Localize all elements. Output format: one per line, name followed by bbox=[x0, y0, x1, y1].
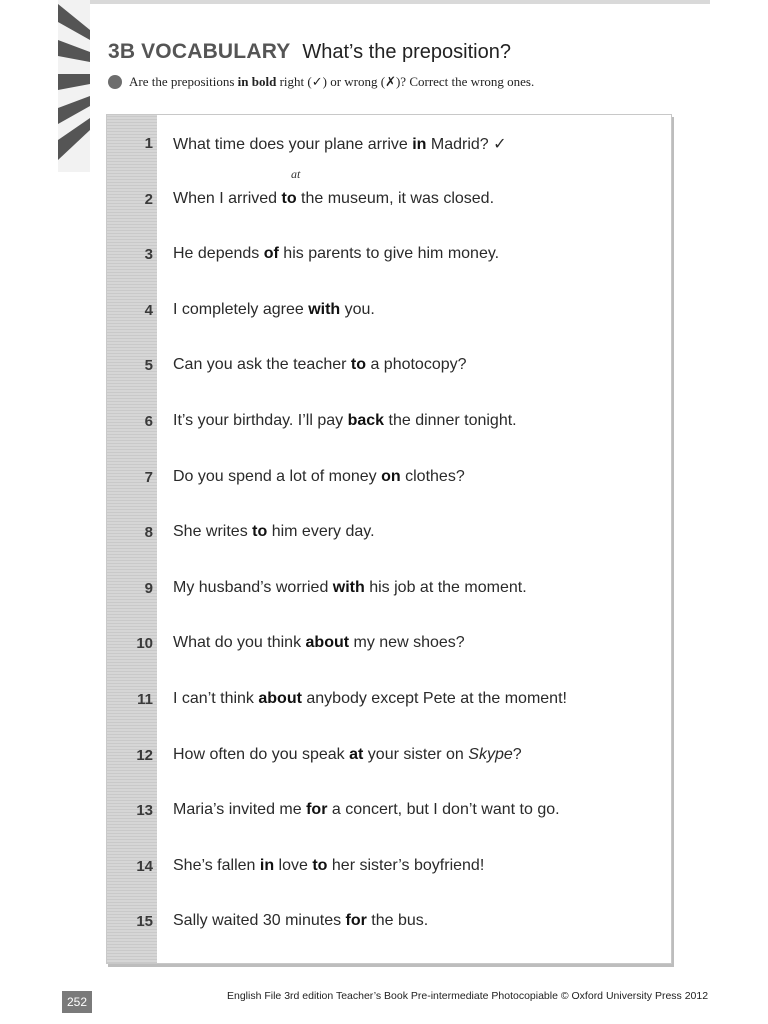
sentence-text: She’s fallen bbox=[173, 856, 260, 874]
sentence-text: his parents to give him money. bbox=[278, 245, 500, 263]
item-number: 6 bbox=[144, 413, 153, 430]
footer-credit: English File 3rd edition Teacher’s Book Pre-intermediate Photocopiable © Oxford University Press 2012 bbox=[227, 990, 709, 1002]
exercise-item bbox=[107, 681, 671, 721]
top-rule bbox=[60, 0, 710, 4]
item-number: 14 bbox=[136, 857, 153, 875]
exercise-item bbox=[107, 570, 671, 610]
sentence-text: He depends bbox=[173, 245, 264, 263]
page-title bbox=[108, 38, 511, 66]
item-sentence bbox=[173, 746, 522, 764]
preposition: to bbox=[312, 856, 328, 874]
sentence-text: ? bbox=[512, 745, 522, 763]
exercise-item bbox=[107, 125, 671, 165]
exercise-item bbox=[107, 292, 671, 332]
sentence-text: Madrid? ✓ bbox=[426, 136, 507, 153]
preposition: with bbox=[332, 578, 365, 596]
sentence-text: When I arrived bbox=[173, 189, 282, 207]
item-number: 1 bbox=[144, 135, 153, 152]
handwritten-correction: at bbox=[291, 166, 301, 181]
sentence-text: Sally waited 30 minutes bbox=[173, 912, 346, 930]
sentence-text: Maria’s invited me bbox=[173, 801, 307, 819]
preposition: at bbox=[349, 745, 364, 763]
sentence-text: anybody except Pete at the moment! bbox=[301, 690, 567, 707]
preposition: about bbox=[305, 634, 350, 652]
sentence-text: her sister’s boyfriend! bbox=[327, 856, 485, 874]
sentence-text: I completely agree bbox=[173, 300, 309, 318]
sentence-text: you. bbox=[340, 300, 375, 318]
item-number: 3 bbox=[144, 246, 153, 264]
sentence-text: the museum, it was closed. bbox=[296, 189, 495, 207]
preposition: about bbox=[258, 690, 302, 707]
preposition: in bbox=[259, 856, 275, 874]
item-sentence bbox=[173, 634, 465, 652]
item-number: 13 bbox=[136, 802, 153, 820]
exercise-item bbox=[107, 514, 671, 554]
section-subtitle: What’s the preposition? bbox=[302, 41, 511, 63]
preposition: for bbox=[306, 801, 328, 819]
sentence-text: the dinner tonight. bbox=[384, 412, 517, 429]
exercise-item bbox=[107, 903, 671, 943]
exercise-item bbox=[107, 737, 671, 777]
item-sentence bbox=[173, 912, 428, 930]
exercise-item bbox=[107, 848, 671, 888]
item-sentence bbox=[173, 245, 499, 263]
preposition: of bbox=[263, 245, 279, 263]
item-number: 15 bbox=[136, 913, 153, 931]
exercise-item bbox=[107, 347, 671, 387]
sentence-text: a photocopy? bbox=[366, 356, 467, 374]
sentence-text: your sister on bbox=[363, 745, 469, 763]
unit-code: 3B bbox=[108, 40, 136, 63]
sentence-text: It’s your birthday. I’ll pay bbox=[173, 412, 348, 429]
sentence-text: my new shoes? bbox=[349, 634, 465, 652]
item-sentence bbox=[173, 134, 507, 154]
sentence-text: I can’t think bbox=[173, 690, 259, 707]
exercise-box bbox=[106, 114, 672, 964]
item-sentence bbox=[173, 301, 375, 319]
item-number: 2 bbox=[144, 190, 153, 208]
item-number: 8 bbox=[144, 524, 153, 542]
exercise-item bbox=[107, 166, 671, 221]
sentence-text: What time does your plane arrive bbox=[173, 136, 413, 153]
sentence-text: clothes? bbox=[400, 467, 465, 485]
sentence-text: him every day. bbox=[267, 523, 375, 541]
preposition: for bbox=[345, 912, 367, 930]
item-number: 12 bbox=[136, 746, 153, 764]
section-name: VOCABULARY bbox=[141, 40, 291, 63]
item-number: 11 bbox=[137, 691, 153, 708]
preposition: in bbox=[412, 136, 427, 153]
item-number: 10 bbox=[136, 635, 153, 653]
sunburst-decoration bbox=[58, 0, 90, 172]
preposition: to bbox=[252, 523, 268, 541]
sentence-text: love bbox=[274, 856, 313, 874]
page-number: 252 bbox=[62, 991, 92, 1013]
preposition: with bbox=[308, 300, 341, 318]
item-sentence bbox=[173, 857, 484, 875]
sentence-text: How often do you speak bbox=[173, 745, 350, 763]
item-sentence bbox=[173, 523, 375, 541]
item-number: 5 bbox=[144, 357, 153, 375]
instruction: Are the prepositions in bold right (✓) or wrong (✗)? Correct the wrong ones. bbox=[108, 73, 534, 91]
item-number: 4 bbox=[144, 301, 153, 319]
exercise-item bbox=[107, 625, 671, 665]
exercise-item bbox=[107, 403, 671, 443]
bullet-icon bbox=[108, 75, 122, 89]
sentence-text: She writes bbox=[173, 523, 253, 541]
sentence-text: My husband’s worried bbox=[173, 578, 333, 596]
preposition: to bbox=[350, 356, 366, 374]
exercise-item bbox=[107, 236, 671, 276]
sentence-text: the bus. bbox=[366, 912, 429, 930]
sentence-text: a concert, but I don’t want to go. bbox=[327, 801, 560, 819]
sentence-text: his job at the moment. bbox=[364, 578, 527, 596]
item-number: 9 bbox=[144, 579, 153, 597]
item-sentence bbox=[173, 190, 494, 208]
item-number: 7 bbox=[144, 468, 153, 486]
item-sentence bbox=[173, 412, 517, 430]
sentence-text: Do you spend a lot of money bbox=[173, 467, 382, 485]
item-sentence bbox=[173, 356, 467, 374]
preposition: on bbox=[381, 467, 401, 485]
preposition: back bbox=[347, 412, 385, 429]
sentence-italic: Skype bbox=[468, 745, 513, 763]
sentence-text: Can you ask the teacher bbox=[173, 356, 351, 374]
item-sentence bbox=[173, 579, 527, 597]
exercise-item bbox=[107, 459, 671, 499]
item-sentence bbox=[173, 468, 465, 486]
sentence-text: What do you think bbox=[173, 634, 306, 652]
item-sentence bbox=[173, 690, 567, 708]
item-sentence bbox=[173, 801, 560, 819]
preposition: to bbox=[281, 189, 297, 207]
exercise-item bbox=[107, 792, 671, 832]
